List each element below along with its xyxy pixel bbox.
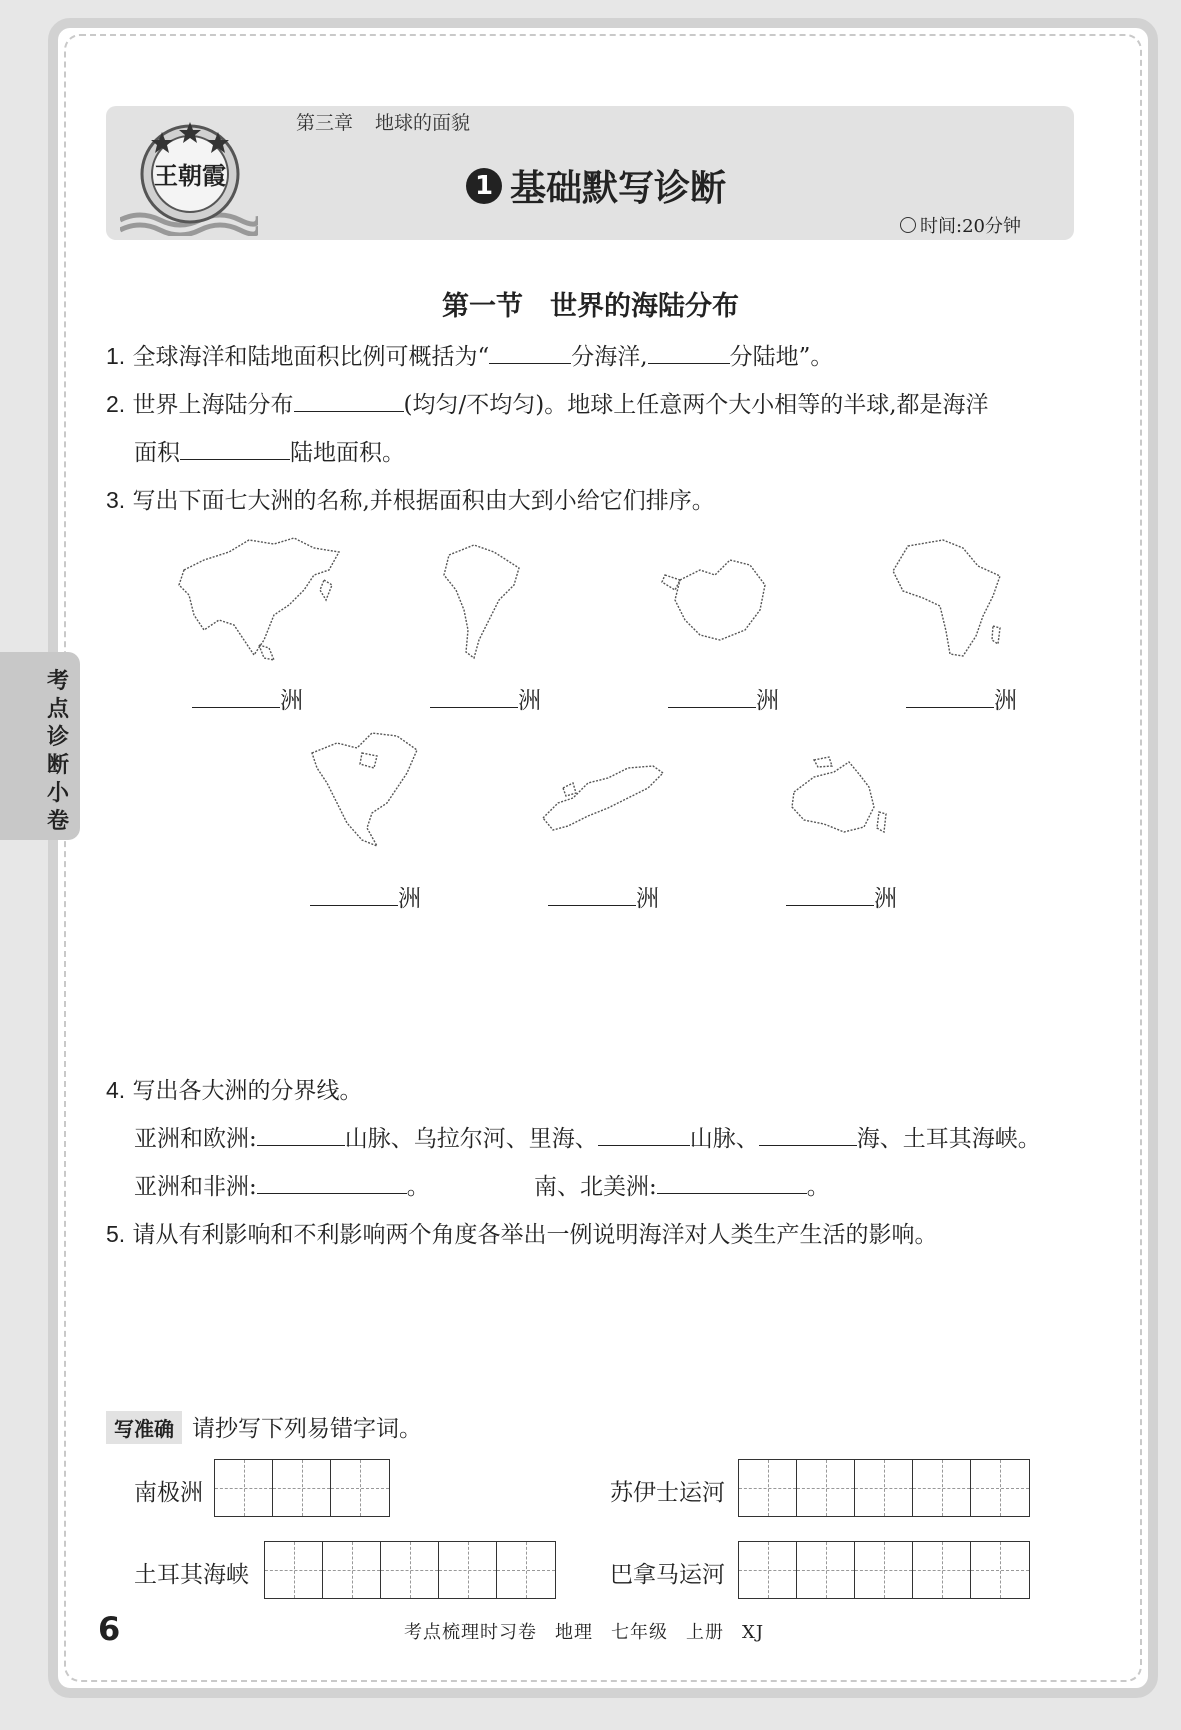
page-number: 6: [98, 1610, 121, 1648]
europe-map-icon: [538, 758, 668, 833]
oceania-map-icon: [784, 752, 894, 842]
question-3: 3. 写出下面七大洲的名称,并根据面积由大到小给它们排序。: [106, 487, 715, 514]
writing-grid[interactable]: [738, 1459, 1030, 1517]
footer: 考点梳理时习卷 地理 七年级 上册 XJ: [404, 1622, 765, 1643]
question-5: 5. 请从有利影响和不利影响两个角度各举出一例说明海洋对人类生产生活的影响。: [106, 1221, 938, 1248]
continent-answer: 洲: [192, 682, 303, 715]
clock-icon: [900, 217, 916, 233]
continent-answer: 洲: [668, 682, 779, 715]
answer-blank[interactable]: [489, 341, 571, 364]
page-frame: [48, 18, 1158, 1698]
asia-map-icon: [174, 530, 344, 665]
write-section-tag: 写准确: [106, 1411, 182, 1444]
word-label: 土耳其海峡: [134, 1562, 249, 1588]
question-2-cont: 面积 陆地面积。: [134, 434, 405, 467]
continent-answer: 洲: [906, 682, 1017, 715]
answer-blank[interactable]: [180, 437, 290, 460]
question-4-line-1: 亚洲和欧洲: 山脉、乌拉尔河、里海、 山脉、 海、土耳其海峡。: [134, 1120, 1041, 1153]
word-label: 南极洲: [134, 1480, 203, 1506]
title-number-badge: 1: [466, 168, 502, 204]
writing-grid[interactable]: [214, 1459, 390, 1517]
antarctica-map-icon: [660, 550, 770, 650]
answer-blank[interactable]: [648, 341, 730, 364]
continent-answer: 洲: [310, 880, 421, 913]
africa-map-icon: [888, 536, 1008, 661]
continent-answer: 洲: [548, 880, 659, 913]
word-label: 巴拿马运河: [610, 1562, 725, 1588]
continent-answer: 洲: [786, 880, 897, 913]
south-america-map-icon: [434, 540, 534, 660]
section-title: 第一节 世界的海陆分布: [442, 291, 739, 322]
side-tab-label: 考点诊断小卷: [46, 669, 69, 834]
question-2: 2. 世界上海陆分布 (均匀/不均匀)。地球上任意两个大小相等的半球,都是海洋: [106, 391, 989, 418]
answer-blank[interactable]: [294, 389, 404, 412]
writing-grid[interactable]: [738, 1541, 1030, 1599]
word-label: 苏伊士运河: [610, 1480, 725, 1506]
svg-text:王朝霞: 王朝霞: [154, 161, 226, 190]
publisher-logo: [120, 112, 258, 236]
chapter-label: 第三章 地球的面貌: [296, 112, 471, 134]
write-section-instruction: 请抄写下列易错字词。: [192, 1416, 422, 1442]
question-4: 4. 写出各大洲的分界线。: [106, 1077, 363, 1104]
continent-answer: 洲: [430, 682, 541, 715]
north-america-map-icon: [302, 728, 432, 853]
writing-grid[interactable]: [264, 1541, 556, 1599]
question-4-line-2: 亚洲和非洲: 。: [134, 1168, 430, 1201]
question-4-line-2b: 南、北美洲: 。: [534, 1168, 830, 1201]
main-title: 1 基础默写诊断: [466, 160, 726, 211]
time-limit: 时间:20分钟: [900, 212, 1021, 238]
question-1: 1. 全球海洋和陆地面积比例可概括为“ 分海洋, 分陆地”。: [106, 343, 834, 370]
